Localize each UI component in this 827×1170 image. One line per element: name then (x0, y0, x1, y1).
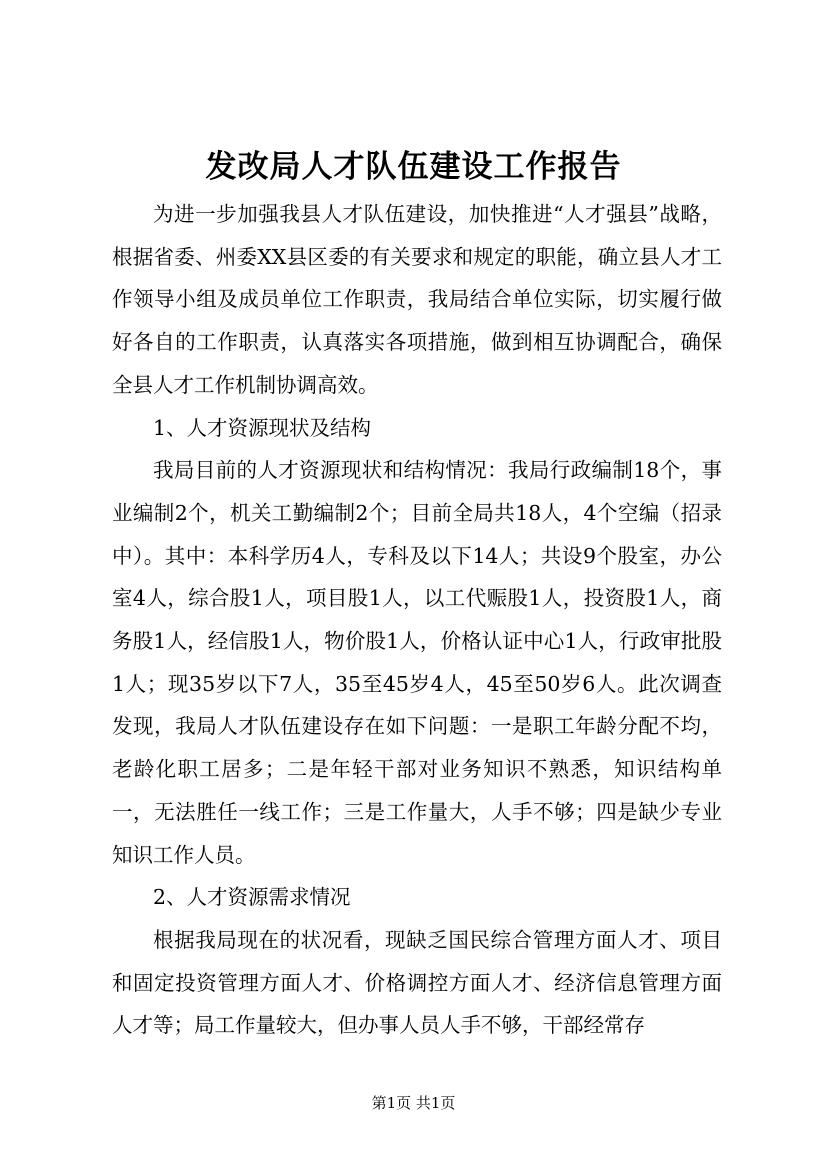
paragraph-current-status: 我局目前的人才资源现状和结构情况：我局行政编制18个，事业编制2个，机关工勤编制2个；目前全局共18人，4个空编（招录中）。其中：本科学历4人，专科及以下14人；共设9个股室，办公室4人，综合股1人，项目股1人，以工代赈股1人，投资股1人，商务股1人，经信股1人，物价股1人，价格认证中心1人，行政审批股1人；现35岁以下7人，35至45岁4人，45至50岁6人。此次调查发现，我局人才队伍建设存在如下问题：一是职工年龄分配不均，老龄化职工居多；二是年轻干部对业务知识不熟悉，知识结构单一，无法胜任一线工作；三是工作量大，人手不够；四是缺少专业知识工作人员。 (112, 458, 722, 867)
paragraph-demand: 根据我局现在的状况看，现缺乏国民综合管理方面人才、项目和固定投资管理方面人才、价格调控方面人才、经济信息管理方面人才等；局工作量较大，但办事人员人手不够，干部经常存 (112, 927, 722, 1038)
section-heading-1: 1、人才资源现状及结构 (153, 415, 372, 440)
document-title: 发改局人才队伍建设工作报告 (205, 149, 622, 185)
paragraph-intro: 为进一步加强我县人才队伍建设，加快推进“人才强县”战略，根据省委、州委XX县区委的有关要求和规定的职能，确立县人才工作领导小组及成员单位工作职责，我局结合单位实际，切实履行做好各自的工作职责，认真落实各项措施，做到相互协调配合，确保全县人才工作机制协调高效。 (112, 202, 722, 397)
section-heading-2: 2、人才资源需求情况 (153, 885, 351, 910)
document-body (112, 193, 722, 1047)
page-number-footer: 第1页 共1页 (371, 1094, 456, 1112)
